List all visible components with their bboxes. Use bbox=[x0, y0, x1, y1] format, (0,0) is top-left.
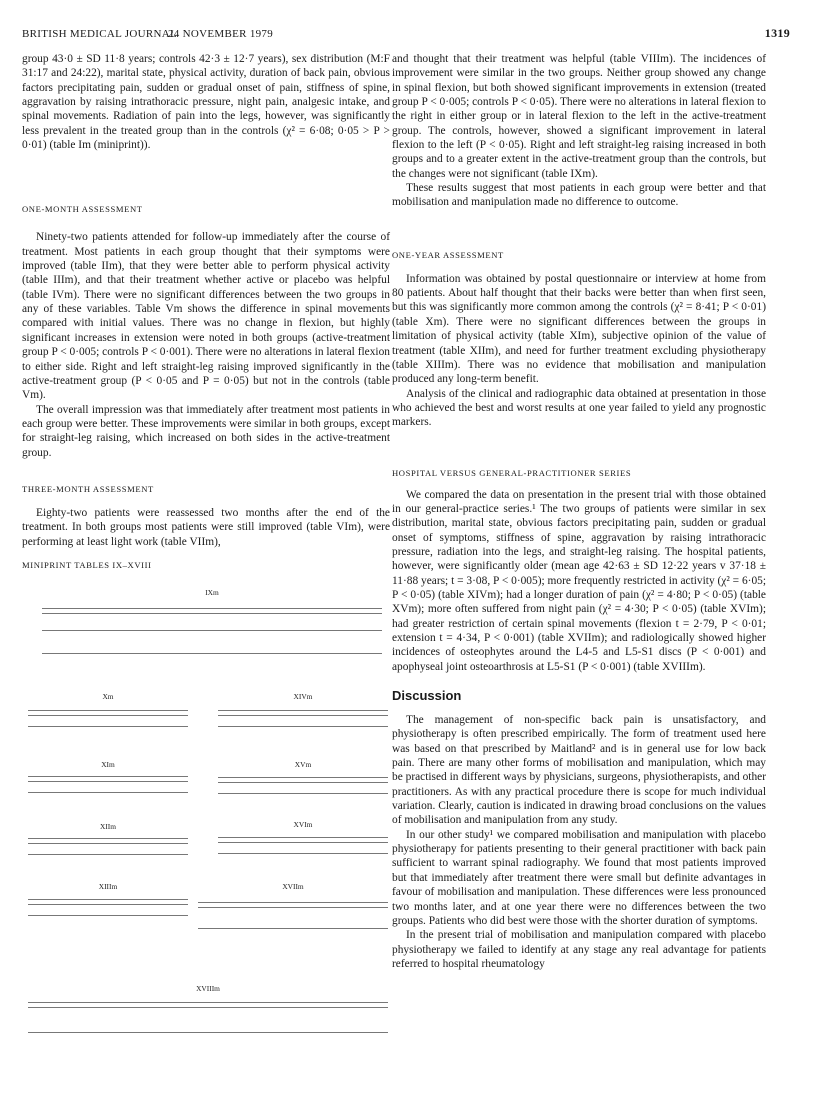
left-column bbox=[22, 52, 390, 549]
page-number: 1319 bbox=[764, 26, 790, 40]
intro-paragraph: group 43·0 ± SD 11·8 years; controls 42·3 ± 12·7 years), sex distribution (M:F 31:17 and 24:22), marital state, physical activity, duration of back pain, obvious factors precipitating pain, sudden or gradual onset of pain, stiffness of spine, aggravation by raising intrathoracic pressure, night pain, analgesic intake, and spinal movements. Radiation of pain into the legs, however, was significantly less prevalent in the treated group than in the controls (χ² = 6·08; 0·05 > P > 0·01) (table Im (miniprint)). bbox=[22, 53, 390, 152]
table-label: XIm bbox=[101, 760, 115, 769]
table-XVIIm bbox=[198, 882, 388, 972]
one-year-heading: ONE-YEAR ASSESSMENT bbox=[392, 249, 504, 260]
table-label: XVm bbox=[294, 760, 312, 769]
three-month-heading: THREE-MONTH ASSESSMENT bbox=[22, 483, 154, 494]
right-column bbox=[392, 52, 766, 971]
table-label: XIIm bbox=[99, 822, 116, 831]
table-label: XVIIm bbox=[282, 882, 304, 891]
hospital-heading: HOSPITAL VERSUS GENERAL-PRACTITIONER SERIES bbox=[392, 467, 632, 478]
table-XVIm bbox=[218, 820, 388, 880]
hospital-paragraph: We compared the data on presentation in the present trial with those obtained in our general-practice series.¹ The two groups of patients were similar in sex distribution, marital state, obvious factors precipitating pain, sudden or gradual onset of symptoms, stiffness of spine, aggravation by raising intrathoracic pressure, radiation into the legs, and straight-leg raising. The hospital patients, however, were significantly older (mean age 42·63 ± SD 12·22 years v 37·18 ± 11·88 years; t = 3·08, P < 0·005); more frequently restricted in activity (χ² = 6·05; P < 0·05) (table XIVm); had a longer duration of pain (χ² = 4·80; P < 0·05) (table XVm); more often suffered from night pain (χ² = 4·30; P < 0·05) (table XVIm); had greater restriction of certain spinal movements (flexion t = 2·79, P < 0·01; extension t = 4·34, P < 0·001) (table XVIIm); and radiologically showed higher incidences of osteophytes around the L4-5 and L5-S1 discs (P < 0·001) and apophyseal joint osteoarthrosis at L5-S1 (P < 0·001) (table XVIIIm). bbox=[392, 488, 766, 673]
one-month-paragraph-1: Ninety-two patients attended for follow-up immediately after the course of treatment. Most patients in each group thought that their symptoms were improved (table IIm), that they were better able to perform physical activity (table IIIm), and that their treatment whether active or placebo was helpful (table IVm). There were no significant differences between the two groups in any of these variables. Table Vm shows the difference in spinal movements compared with initial values. There was no change in flexion, but highly significant increases in extension were noted in both groups (active-treatment group P < 0·005; controls P < 0·001). There were no alterations in lateral flexion to either side. Right and left straight-leg raising improved significantly in the active-treatment group (P < 0·05 and P = 0·05) but not in the controls (table Vm). bbox=[22, 231, 390, 402]
discussion-heading: Discussion bbox=[392, 688, 462, 704]
table-XIIIm bbox=[28, 882, 188, 942]
issue-date: 24 NOVEMBER 1979 bbox=[168, 28, 274, 40]
table-label: IXm bbox=[205, 588, 219, 597]
table-IXm bbox=[42, 588, 382, 698]
journal-name: BRITISH MEDICAL JOURNAL bbox=[22, 28, 177, 40]
three-month-paragraph: Eighty-two patients were reassessed two months after the end of the treatment. In both groups most patients were still improved (table VIm), were performing at least light work (table VIIm), bbox=[22, 506, 390, 548]
discussion-paragraph-2: In our other study¹ we compared mobilisation and manipulation with placebo physiotherapy for patients presenting to their general practitioner with back pain sufficient to warrant spinal radiography. We found that most patients improved but that immediately after treatment there were small but definite advantages in favour of mobilisation and manipulation. These differences were less pronounced two months later, and at one year there were no differences between the two groups. Patients who did best were those with the shorter duration of symptoms. bbox=[392, 828, 766, 927]
miniprint-tables bbox=[22, 560, 390, 1080]
one-month-paragraph-2: The overall impression was that immediately after treatment most patients in each group were better. These improvements were similar in both groups, except for straight-leg raising, which increased on both sides in the active-treatment group. bbox=[22, 403, 390, 459]
miniprint-title: MINIPRINT TABLES IX–XVIII bbox=[22, 560, 152, 570]
one-year-paragraph-1: Information was obtained by postal questionnaire or interview at home from 80 patients. About half thought that their backs were better than when first seen, but this was significantly more common among the controls (χ² = 8·41; P < 0·01) (table Xm). There were no significant differences between the groups in limitation of physical activity (table XIm), subjective opinion of the value of treatment (table XIIm), and need for further treatment excluding physiotherapy (table XIIIm). There was no evidence that mobilisation and manipulation produced any long-term benefit. bbox=[392, 272, 766, 386]
one-year-paragraph-2: Analysis of the clinical and radiographic data obtained at presentation in those who achieved the best and worst results at one year failed to yield any prognostic markers. bbox=[392, 387, 766, 429]
discussion-paragraph-1: The management of non-specific back pain is unsatisfactory, and physiotherapy is often prescribed empirically. The form of treatment used here was based on that prescribed by Maitland² and is in general use for low back pain. There are many other forms of mobilisation and manipulation, which may be practised in different ways by physicians, surgeons, physiotherapists, and other practitioners. As with any practical procedure there is scope for much individual variation. Clearly, caution is indicated in drawing broad conclusions on the values of mobilisation and manipulation from any study. bbox=[392, 714, 766, 827]
table-XIVm bbox=[218, 692, 388, 752]
running-head bbox=[22, 26, 794, 44]
right-paragraph-1: and thought that their treatment was helpful (table VIIIm). The incidences of improvement were similar in the two groups. Neither group showed any change in spinal flexion, but both showed significant improvements in extension (treated group P < 0·005; controls P < 0·05). There were no alterations in lateral flexion to the right in either group or in lateral flexion to the left in the active-treatment group. The controls, however, showed a significant improvement in lateral flexion to the left (P < 0·05). Right and left straight-leg raising increased in both groups and to a greater extent in the active-treatment group than the controls, but the changes were not significant (table IXm). bbox=[392, 53, 766, 180]
table-label: XIVm bbox=[293, 692, 313, 701]
one-month-heading: ONE-MONTH ASSESSMENT bbox=[22, 204, 143, 215]
table-XIIm bbox=[28, 822, 188, 878]
discussion-paragraph-3: In the present trial of mobilisation and manipulation compared with placebo physiotherapy we failed to identify at any stage any real advantage for patients referred to hospital rheumatology bbox=[392, 929, 766, 970]
table-XIm bbox=[28, 760, 188, 816]
table-label: XVIm bbox=[293, 820, 313, 829]
table-label: XVIIIm bbox=[196, 984, 220, 993]
table-XVm bbox=[218, 760, 388, 820]
table-Xm bbox=[28, 692, 188, 752]
table-label: XIIIm bbox=[98, 882, 118, 891]
right-paragraph-2: These results suggest that most patients in each group were better and that mobilisation and manipulation made no difference to outcome. bbox=[392, 182, 766, 209]
table-XVIIIm bbox=[28, 984, 388, 1074]
table-label: Xm bbox=[102, 692, 114, 701]
